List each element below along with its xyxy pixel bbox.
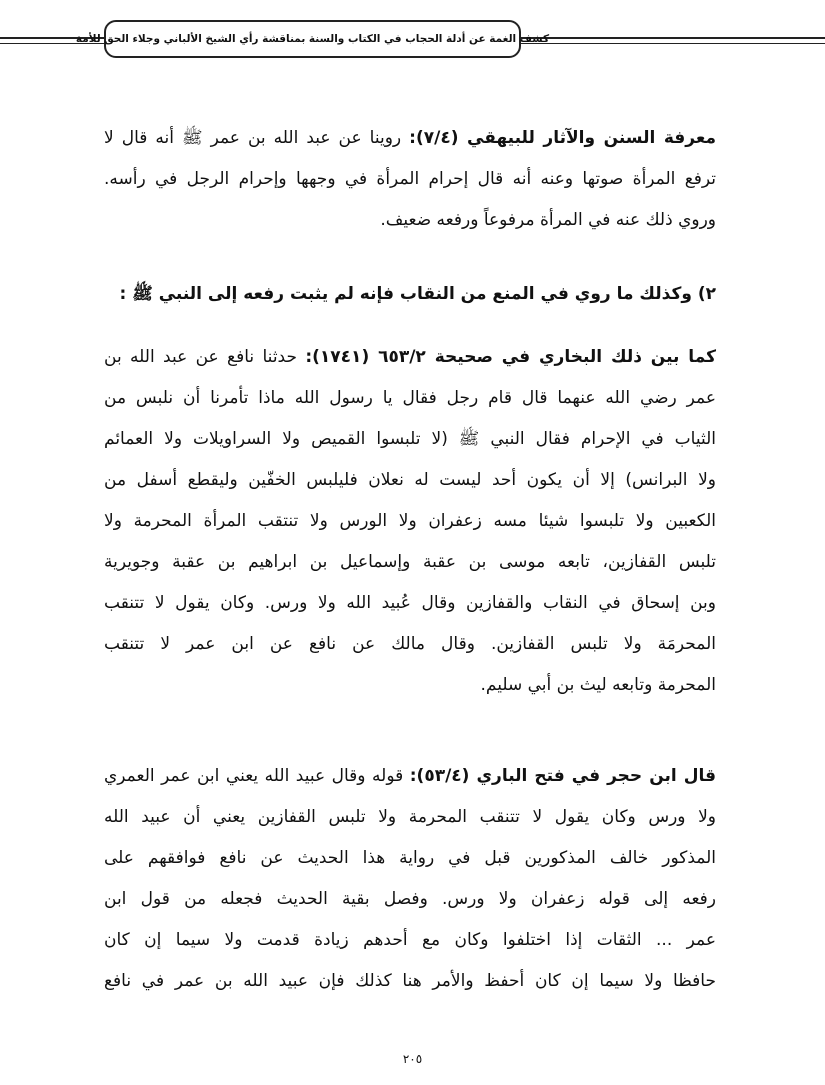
text-line: تلبس القفازين، تابعه موسى بن عقبة وإسماعيل بن ابراهيم بن عقبة وجويرية	[104, 552, 716, 572]
running-header-title: كشف الغمة عن أدلة الحجاب في الكتاب والسنة بمناقشة رأي الشيخ الألباني وجلاء الحق للأمة	[75, 33, 550, 45]
text-line: المحرمة وتابعه ليث بن أبي سليم.	[480, 675, 716, 695]
text-line: حافظا ولا سيما إن كان أحفظ والأمر هنا كذلك فإن عبيد الله بن عمر في نافع	[104, 971, 716, 991]
text-line: معرفة السنن والآثار للبيهقي (٧/٤): روينا عن عبد الله بن عمر ﷺ أنه قال لا	[104, 128, 716, 148]
text-line: المذكور خالف المذكورين قبل في رواية هذا الحديث عن نافع فوافقهم على	[104, 848, 716, 868]
text-line: الكعبين ولا تلبسوا شيئا مسه زعفران ولا الورس ولا تنتقب المرأة المحرمة ولا	[104, 511, 716, 531]
text-line: كما بين ذلك البخاري في صحيحة ٦٥٣/٢ (١٧٤١): حدثنا نافع عن عبد الله بن	[104, 347, 716, 367]
text-line: ولا ورس وكان يقول لا تتنقب المحرمة ولا تلبس القفازين يعني أن عبيد الله	[104, 807, 716, 827]
text-line: الثياب في الإحرام فقال النبي ﷺ (لا تلبسوا القميص ولا السراويلات ولا العمائم	[104, 429, 716, 449]
text-line: ٢) وكذلك ما روي في المنع من النقاب فإنه لم يثبت رفعه إلى النبي ﷺ :	[119, 284, 716, 304]
header-rule-right	[521, 37, 825, 39]
text-line: المحرمَة ولا تلبس القفازين. وقال مالك عن نافع عن ابن عمر لا تتنقب	[104, 634, 716, 654]
paragraph-bukhari	[104, 337, 716, 706]
header-rule-right-thin	[521, 43, 825, 44]
text-line: ترفع المرأة صوتها وعنه أنه قال إحرام المرأة في وجهها وإحرام الرجل في رأسه.	[104, 169, 716, 189]
section-heading	[104, 274, 716, 315]
text-line: وبن إسحاق في النقاب والقفازين وقال عُبيد الله ولا ورس. وكان يقول لا تتنقب	[104, 593, 716, 613]
paragraph-ibn-hajar	[104, 756, 716, 1002]
text-line: وروي ذلك عنه في المرأة مرفوعاً ورفعه ضعيف.	[380, 210, 716, 230]
text-line: رفعه إلى قوله زعفران ولا ورس. وفصل بقية الحديث فجعله من قول ابن	[104, 889, 716, 909]
running-header	[75, 20, 550, 58]
text-line: ولا البرانس) إلا أن يكون أحد ليست له نعلان فليلبس الخفّين وليقطع أسفل من	[104, 470, 716, 490]
page-number: ٢٠٥	[402, 1052, 423, 1066]
text-line: عمر ... الثقات إذا اختلفوا وكان مع أحدهم زيادة قدمت ولا سيما إن كان	[104, 930, 716, 950]
text-line: قال ابن حجر في فتح الباري (٥٣/٤): قوله وقال عبيد الله يعني ابن عمر العمري	[104, 766, 717, 786]
text-line: عمر رضي الله عنهما قال قام رجل فقال يا رسول الله ماذا تأمرنا أن نلبس من	[104, 388, 716, 408]
paragraph-1	[104, 118, 716, 241]
